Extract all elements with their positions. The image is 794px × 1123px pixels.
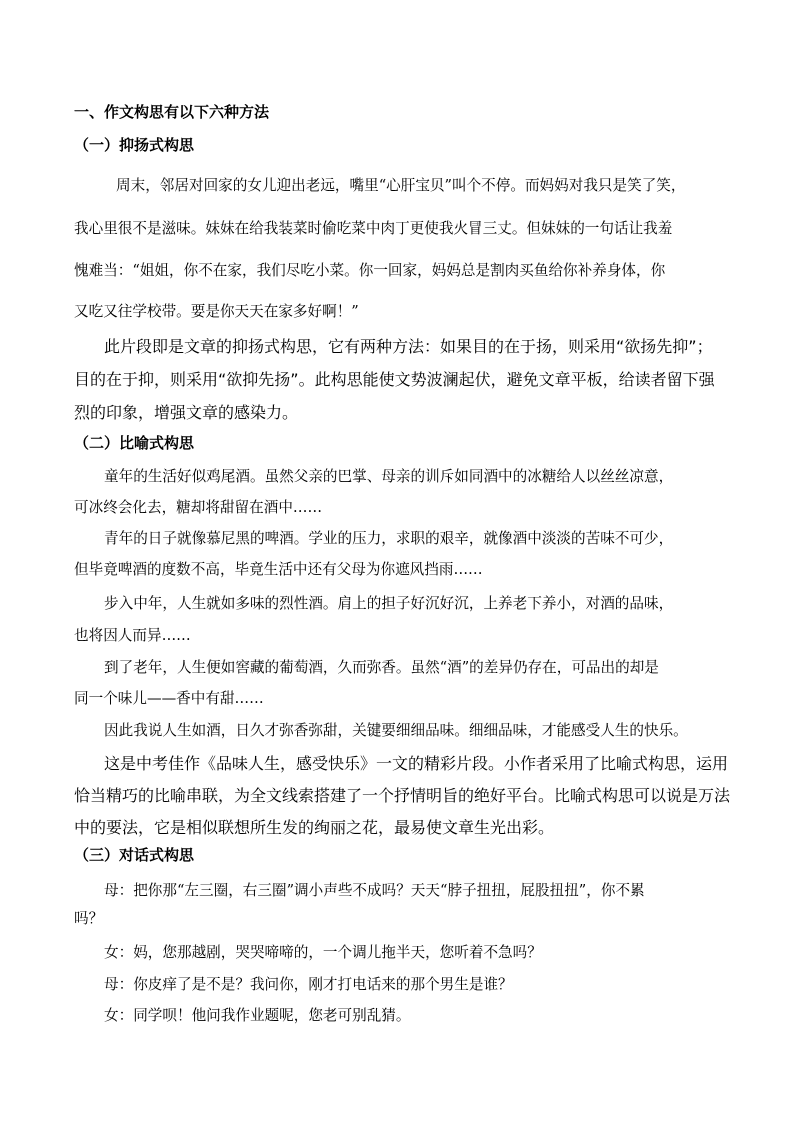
section-title: （三）对话式构思	[74, 846, 195, 864]
dialogue-line: 女：妈，您那越剧，哭哭啼啼的，一个调儿拖半天，您听着不急吗？	[104, 944, 542, 961]
excerpt-line: 愧难当：“姐姐，你不在家，我们尽吃小菜。你一回家，妈妈总是割肉买鱼给你补养身体，你	[74, 262, 666, 279]
dialogue-line: 母：你皮痒了是不是？我问你，刚才打电话来的那个男生是谁？	[104, 976, 513, 993]
analysis-line: 恰当精巧的比喻串联，为全文线索搭建了一个抒情明旨的绝好平台。比喻式构思可以说是万法	[74, 786, 731, 805]
document-heading: 一、作文构思有以下六种方法	[74, 103, 270, 121]
excerpt-line: 可冰终会化去，糖却将甜留在酒中……	[74, 499, 323, 516]
excerpt-line: 也将因人而异……	[74, 627, 191, 644]
excerpt-line: 到了老年，人生便如窖藏的葡萄酒，久而弥香。虽然“酒”的差异仍存在，可品出的却是	[104, 659, 659, 676]
excerpt-line: 周末，邻居对回家的女儿迎出老远，嘴里“心肝宝贝”叫个不停。而妈妈对我只是笑了笑，	[116, 177, 686, 194]
section-title: （二）比喻式构思	[74, 434, 195, 452]
analysis-line: 烈的印象，增强文章的感染力。	[74, 403, 299, 422]
dialogue-line: 吗？	[74, 910, 104, 927]
dialogue-line: 女：同学呗！他问我作业题呢，您老可别乱猜。	[104, 1007, 411, 1024]
analysis-line: 这是中考佳作《品味人生，感受快乐》一文的精彩片段。小作者采用了比喻式构思，运用	[104, 754, 729, 773]
analysis-line: 中的要法，它是相似联想所生发的绚丽之花，最易使文章生光出彩。	[74, 818, 555, 837]
section-title: （一）抑扬式构思	[74, 136, 195, 154]
analysis-line: 目的在于抑，则采用“欲抑先扬”。此构思能使文势波澜起伏，避免文章平板，给读者留下强	[74, 370, 715, 389]
excerpt-line: 但毕竟啤酒的度数不高，毕竟生活中还有父母为你遮风挡雨……	[74, 561, 483, 578]
excerpt-line: 我心里很不是滋味。妹妹在给我装菜时偷吃菜中肉丁更使我火冒三丈。但妹妹的一句话让我羞	[74, 220, 673, 237]
excerpt-line: 童年的生活好似鸡尾酒。虽然父亲的巴掌、母亲的训斥如同酒中的冰糖给人以丝丝凉意，	[104, 468, 674, 485]
dialogue-line: 母：把你那“左三圈，右三圈”调小声些不成吗？天天“脖子扭扭，屁股扭扭”，你不累	[104, 882, 645, 899]
excerpt-line: 因此我说人生如酒，日久才弥香弥甜，关键要细细品味。细细品味，才能感受人生的快乐。	[104, 722, 688, 739]
excerpt-line: 青年的日子就像慕尼黑的啤酒。学业的压力，求职的艰辛，就像酒中淡淡的苦味不可少，	[104, 530, 674, 547]
excerpt-line: 步入中年，人生就如多味的烈性酒。肩上的担子好沉好沉，上养老下养小，对酒的品味，	[104, 595, 674, 612]
analysis-line: 此片段即是文章的抑扬式构思，它有两种方法：如果目的在于扬，则采用“欲扬先抑”；	[104, 337, 713, 356]
excerpt-line: 同一个味儿——香中有甜……	[74, 690, 264, 707]
excerpt-line: 又吃又往学校带。要是你天天在家多好啊！”	[74, 303, 359, 320]
